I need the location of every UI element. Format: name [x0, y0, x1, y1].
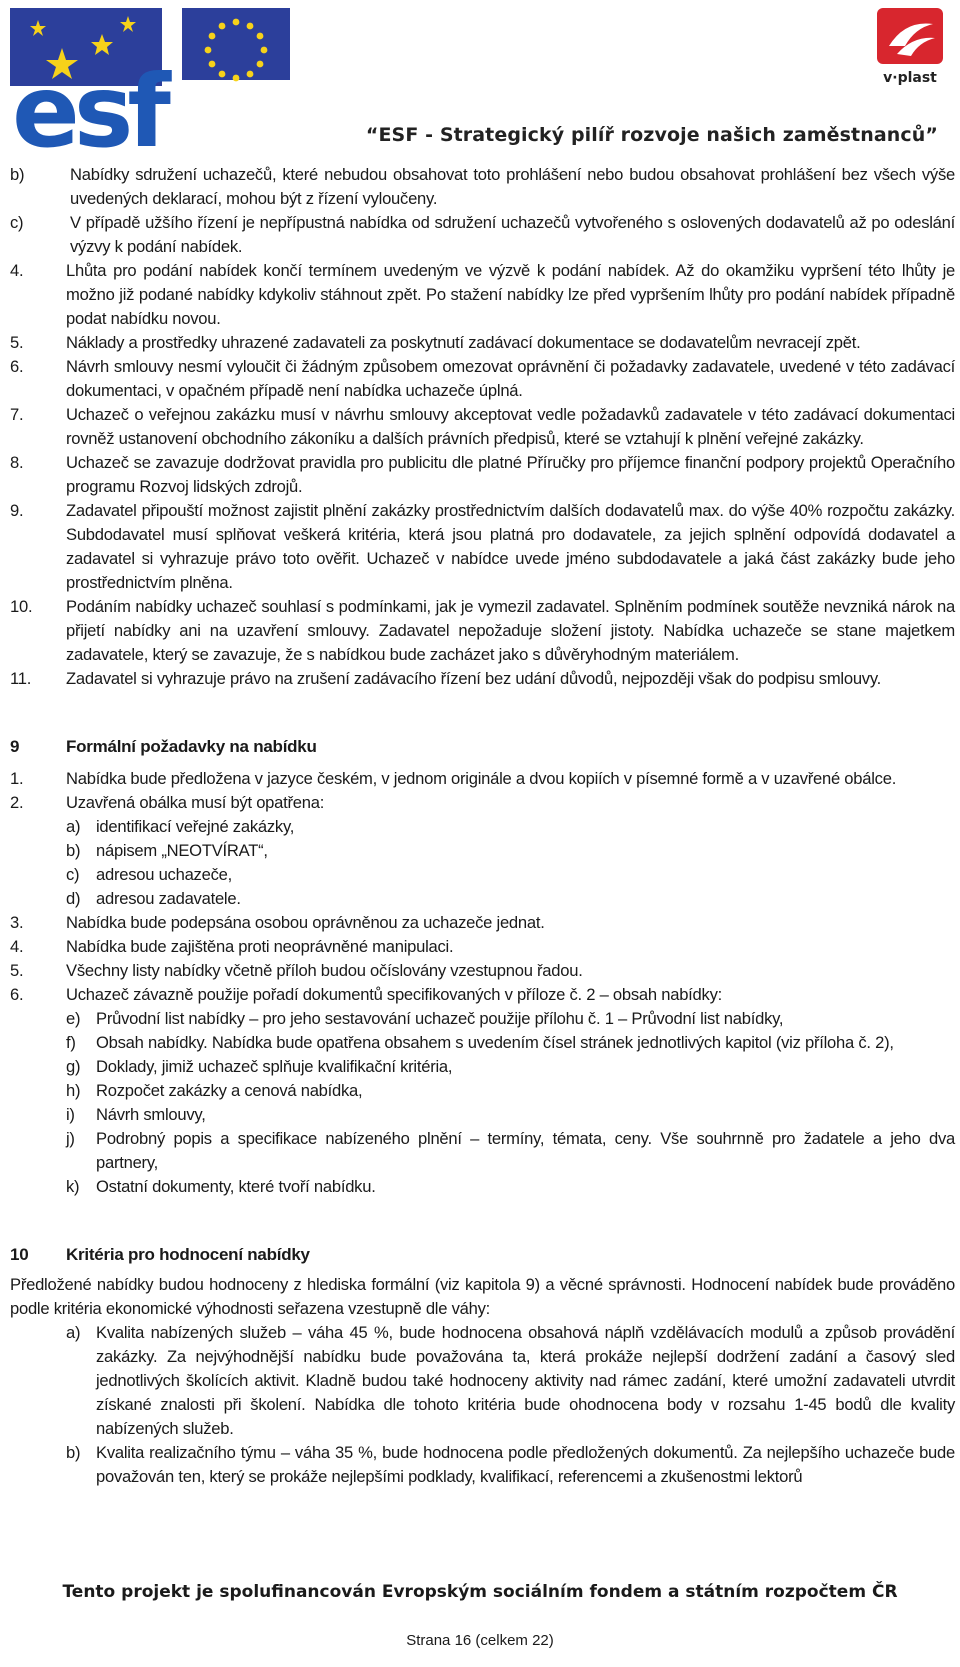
list-item-text: nápisem „NEOTVÍRAT“,	[96, 841, 268, 860]
list-marker: g)	[66, 1057, 81, 1076]
list-item-text: adresou uchazeče,	[96, 865, 232, 884]
list-number: 1.	[10, 769, 24, 788]
list-number: 4.	[10, 937, 24, 956]
list-item	[10, 451, 955, 499]
list-marker: b)	[10, 165, 25, 184]
list-number: 10.	[10, 597, 33, 616]
list-number: 5.	[10, 961, 24, 980]
list-item-text: Obsah nabídky. Nabídka bude opatřena obsahem s uvedením čísel stránek jednotlivých kapitol (viz příloha č. 2),	[96, 1033, 894, 1052]
sub-list-item	[10, 1321, 955, 1441]
list-item-text: Průvodní list nabídky – pro jeho sestavování uchazeč použije přílohu č. 1 – Průvodní list nabídky,	[96, 1009, 784, 1028]
list-item-text: Návrh smlouvy nesmí vyloučit či žádným způsobem omezovat oprávnění či požadavky zadavatele, uvedené v této zadávací dokumentaci, v opačném případě není nabídka uchazeče úplná.	[66, 357, 955, 400]
list-item-text: Podrobný popis a specifikace nabízeného plnění – termíny, témata, ceny. Vše souhrnně pro žadatele a jeho dva partnery,	[96, 1129, 955, 1172]
list-item-text: V případě užšího řízení je nepřípustná nabídka od sdružení uchazečů vytvořeného s oslovených dodavatelů až po odeslání výzvy k podání nabídek.	[70, 213, 955, 256]
list-item-text: Uchazeč závazně použije pořadí dokumentů specifikovaných v příloze č. 2 – obsah nabídky:	[66, 985, 722, 1004]
document-body	[10, 163, 955, 1489]
list-item-text: Návrh smlouvy,	[96, 1105, 206, 1124]
list-item-text: Nabídky sdružení uchazečů, které nebudou obsahovat toto prohlášení nebo budou obsahovat prohlášení bez všech výše uvedených deklarací, mohou být z řízení vyloučeny.	[70, 165, 955, 208]
section-number: 10	[10, 1245, 29, 1264]
sub-list-item	[10, 1441, 955, 1489]
sub-list-item	[10, 815, 955, 839]
list-number: 3.	[10, 913, 24, 932]
list-item	[10, 259, 955, 331]
header-slogan: “ESF - Strategický pilíř rozvoje našich zaměstnanců”	[365, 124, 938, 146]
sub-list-item	[10, 1103, 955, 1127]
list-marker: b)	[66, 1443, 81, 1462]
list-item	[10, 959, 955, 983]
list-number: 9.	[10, 501, 24, 520]
list-item	[10, 331, 955, 355]
esf-eu-logo	[10, 8, 320, 153]
list-item	[10, 911, 955, 935]
section-intro: Předložené nabídky budou hodnoceny z hlediska formální (viz kapitola 9) a věcné správnosti. Hodnocení nabídek bude prováděno podle kritéria ekonomické výhodnosti seřazena vzestupně dle váhy:	[10, 1275, 955, 1318]
section-heading	[10, 1243, 955, 1267]
list-marker: c)	[10, 213, 24, 232]
page-number: Strana 16 (celkem 22)	[406, 1632, 554, 1649]
section-title: Kritéria pro hodnocení nabídky	[66, 1245, 310, 1264]
list-marker: h)	[66, 1081, 81, 1100]
list-item-text: Nabídka bude zajištěna proti neoprávněné manipulaci.	[66, 937, 454, 956]
sub-list-item	[10, 1175, 955, 1199]
list-item-text: Zadavatel připouští možnost zajistit plnění zakázky prostřednictvím dalších dodavatelů max. do výše 40% rozpočtu zakázky. Subdodavatel musí splňovat veškerá kritéria, která jsou platná pro dodavatele, za jejich splnění odpovídá dodavatel a zadavatel si vyhrazuje právo toto ověřit. Uchazeč v nabídce uvede jméno subdodavatele a jaká část zakázky bude jeho prostřednictvím plněna.	[66, 501, 955, 592]
list-marker: a)	[66, 1323, 81, 1342]
list-item	[10, 667, 955, 691]
list-number: 11.	[10, 669, 32, 688]
list-item	[10, 791, 955, 815]
list-marker: c)	[66, 865, 80, 884]
list-item-text: Kvalita nabízených služeb – váha 45 %, bude hodnocena obsahová náplň vzdělávacích modulů a způsob provádění zakázky. Za nejvýhodnější nabídku bude považována ta, která prokáže nejlepší dodržení zadání a časový sled jednotlivých školících aktivit. Kladně budou také hodnoceny aktivity nad rámec zadání, které umožní zadavateli utvrdit získané znalosti při školení. Nabídka dle tohoto kritéria bude ohodnocena body v rozsahu 1-45 bodů dle kvality nabízených služeb.	[96, 1323, 955, 1438]
sub-list-item	[10, 839, 955, 863]
list-item	[10, 983, 955, 1007]
list-number: 5.	[10, 333, 24, 352]
list-item-text: Podáním nabídky uchazeč souhlasí s podmínkami, jak je vymezil zadavatel. Splněním podmínek soutěže nevzniká nárok na přijetí nabídky ani na uzavření smlouvy. Zadavatel nepožaduje složení jistoty. Nabídka uchazeče se stane majetkem zadavatele, který se zavazuje, že s nabídkou bude zacházet jako s důvěryhodným materiálem.	[66, 597, 955, 664]
list-marker: a)	[66, 817, 81, 836]
list-item-text: Nabídka bude podepsána osobou oprávněnou za uchazeče jednat.	[66, 913, 545, 932]
list-number: 4.	[10, 261, 24, 280]
list-item-text: identifikací veřejné zakázky,	[96, 817, 295, 836]
list-item-text: Všechny listy nabídky včetně příloh budou očíslovány vzestupnou řadou.	[66, 961, 583, 980]
list-marker: b)	[66, 841, 81, 860]
list-item-text: adresou zadavatele.	[96, 889, 241, 908]
list-item	[10, 595, 955, 667]
list-marker: i)	[66, 1105, 75, 1124]
list-item-text: Zadavatel si vyhrazuje právo na zrušení zadávacího řízení bez udání důvodů, nejpozději však do podpisu smlouvy.	[66, 669, 882, 688]
list-item-text: Doklady, jimiž uchazeč splňuje kvalifikační kritéria,	[96, 1057, 453, 1076]
vplast-logo-text: v·plast	[883, 70, 937, 86]
sub-list-item	[10, 1079, 955, 1103]
funding-footer: Tento projekt je spolufinancován Evropským sociálním fondem a státním rozpočtem ČR	[62, 1582, 898, 1602]
list-item-text: Lhůta pro podání nabídek končí termínem uvedeným ve výzvě k podání nabídek. Až do okamžiku vypršení této lhůty je možno již podané nabídky kdykoliv stáhnout zpět. Po stažení nabídky lze před vypršením lhůty pro podání nabídek případně podat nabídku novou.	[66, 261, 955, 328]
list-number: 6.	[10, 985, 24, 1004]
vplast-logo	[875, 6, 945, 88]
list-number: 6.	[10, 357, 24, 376]
list-item	[10, 355, 955, 403]
list-item	[10, 163, 955, 211]
sub-list-item	[10, 863, 955, 887]
list-number: 7.	[10, 405, 24, 424]
list-marker: e)	[66, 1009, 81, 1028]
list-marker: d)	[66, 889, 81, 908]
sub-list-item	[10, 1007, 955, 1031]
section-title: Formální požadavky na nabídku	[66, 737, 317, 756]
list-item-text: Náklady a prostředky uhrazené zadavateli za poskytnutí zadávací dokumentace se dodavatelům nevracejí zpět.	[66, 333, 861, 352]
sub-list-item	[10, 1055, 955, 1079]
list-marker: f)	[66, 1033, 76, 1052]
sub-list-item	[10, 887, 955, 911]
list-item	[10, 935, 955, 959]
sub-list-item	[10, 1127, 955, 1175]
list-item	[10, 767, 955, 791]
list-item-text: Nabídka bude předložena v jazyce českém, v jednom originále a dvou kopiích v písemné formě a v uzavřené obálce.	[66, 769, 897, 788]
list-item-text: Uchazeč se zavazuje dodržovat pravidla pro publicitu dle platné Příručky pro příjemce finanční podpory projektů Operačního programu Rozvoj lidských zdrojů.	[66, 453, 955, 496]
esf-logo-text: esf	[12, 53, 165, 153]
list-marker: j)	[66, 1129, 75, 1148]
list-item-text: Rozpočet zakázky a cenová nabídka,	[96, 1081, 363, 1100]
sub-list-item	[10, 1031, 955, 1055]
list-item-text: Uzavřená obálka musí být opatřena:	[66, 793, 325, 812]
list-item-text: Kvalita realizačního týmu – váha 35 %, bude hodnocena podle předložených dokumentů. Za nejlepšího uchazeče bude považován ten, který se prokáže nejlepšími podklady, kvalifikací, referencemi a zkušenostmi lektorů	[96, 1443, 955, 1486]
list-number: 8.	[10, 453, 24, 472]
list-item	[10, 499, 955, 595]
section-number: 9	[10, 737, 20, 756]
section-heading	[10, 735, 955, 759]
list-item	[10, 211, 955, 259]
list-item-text: Ostatní dokumenty, které tvoří nabídku.	[96, 1177, 376, 1196]
list-item-text: Uchazeč o veřejnou zakázku musí v návrhu smlouvy akceptovat vedle požadavků zadavatele v této zadávací dokumentaci rovněž ustanovení obchodního zákoníku a dalších právních předpisů, které se vztahují k plnění veřejné zakázky.	[66, 405, 955, 448]
list-item	[10, 403, 955, 451]
list-marker: k)	[66, 1177, 80, 1196]
page-header	[0, 0, 960, 160]
list-number: 2.	[10, 793, 24, 812]
